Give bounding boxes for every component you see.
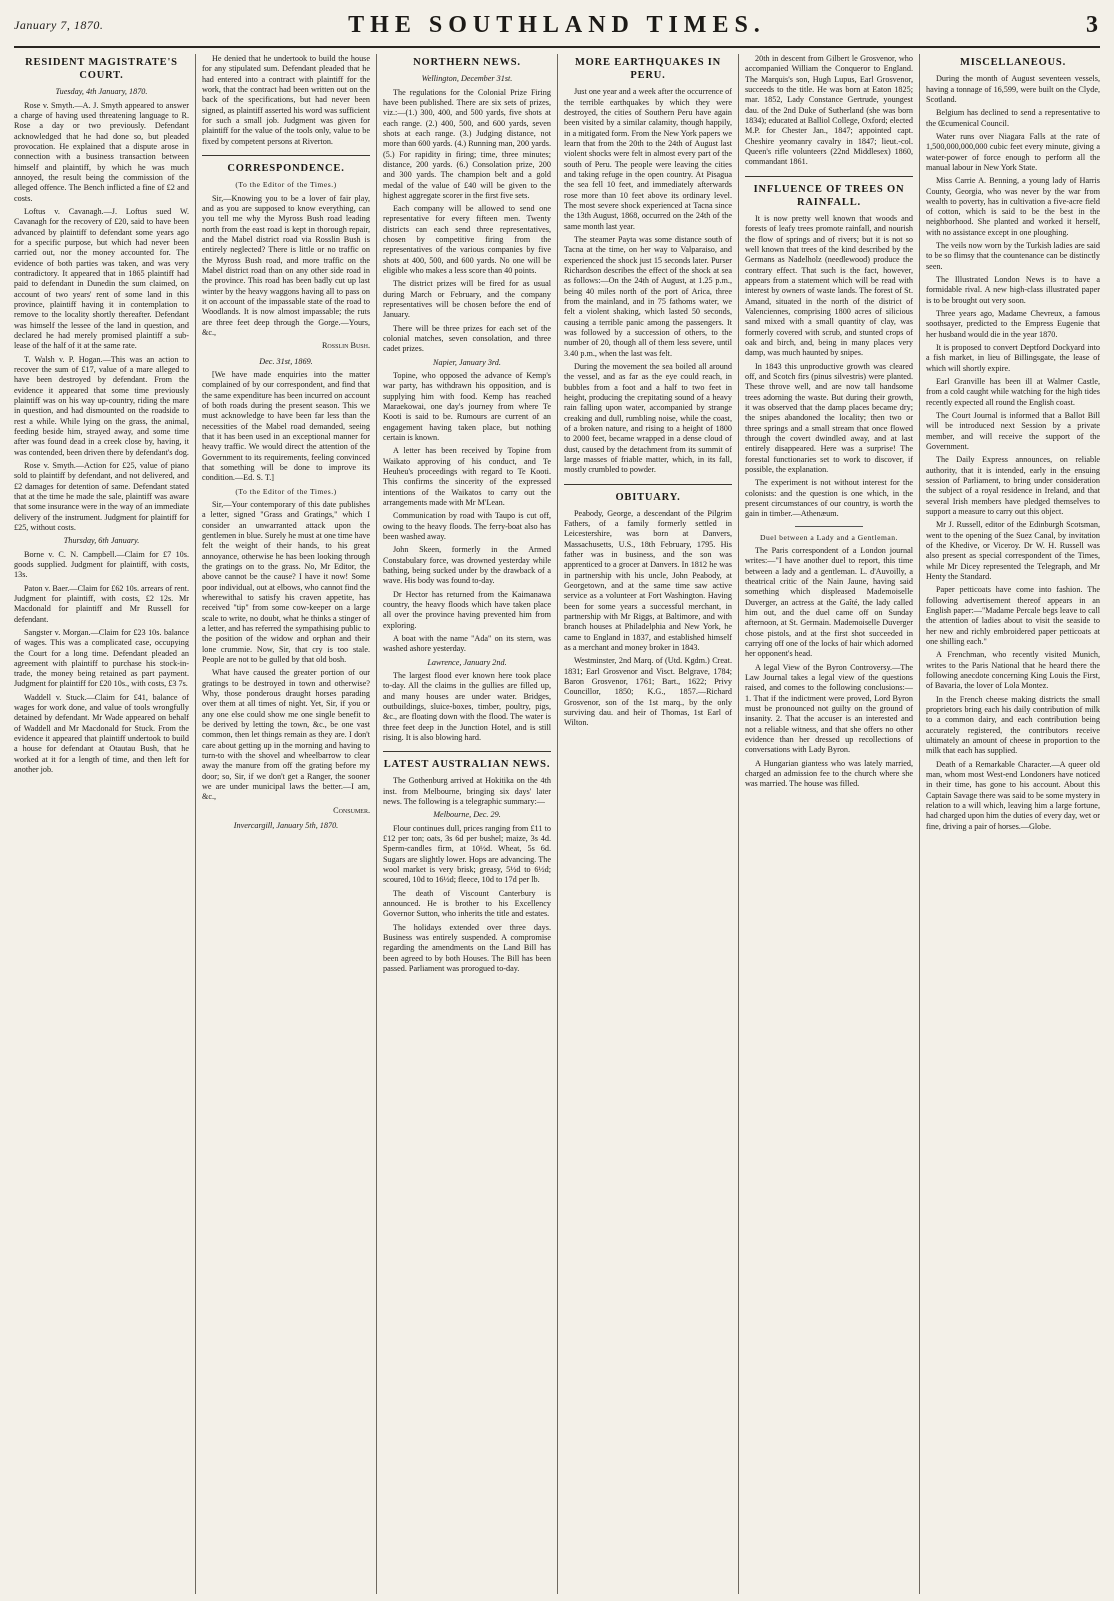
article-paragraph: Borne v. C. N. Campbell.—Claim for £7 10s. goods supplied. Judgment for plaintiff, with costs, 13s. [14,549,189,580]
article-paragraph: In 1843 this unproductive growth was cleared off, and Scotch firs (pinus silvestris) were planted. These throve well, and are now tall handsome trees adorning the waste. But during their growth, it was observed that the damp places became dry; the snipes abandoned the locality; then two or three springs and a small stream that once flowed through the covert dwindled away, and at last entirely disappeared. Here was a surprise! The forestal functionaries set to work to discover, if possible, the explanation. [745,361,913,474]
news-item: Three years ago, Madame Chevreux, a famous soothsayer, predicted to the Empress Eugenie that her husband would die in the year 1870. [926,309,1100,339]
article-paragraph: The Gothenburg arrived at Hokitika on the 4th inst. from Melbourne, bringing six days' later news. The following is a telegraphic summary:— [383,776,551,807]
subhead: (To the Editor of the Times.) [235,180,337,190]
article-paragraph: Paton v. Baer.—Claim for £62 10s. arrears of rent. Judgment for plaintiff, with costs, £2 12s. Mr Macdonald for plaintiff and Mr Russell for defendant. [14,583,189,624]
news-item: The Daily Express announces, on reliable authority, that it is intended, early in the ensuing session of Parliament, to bring under consideration the subject of a royal residence in Ireland, and that several Irish members have pledged themselves to support a measure to carry out this object. [926,455,1100,517]
article-paragraph: Waddell v. Stuck.—Claim for £41, balance of wages for work done, and value of tools wrongfully detained by defendant. Mr Wade appeared on behalf of Waddell and Mr Macdonald for Stuck. From the evidence it appeared that plaintiff undertook to build a house for defendant at Otautau Bush, that he worked at it for a length of time, and then left for another job. [14,692,189,775]
dateline: Invercargill, January 5th, 1870. [233,821,339,830]
section-heading: OBITUARY. [564,484,732,504]
section-heading: RESIDENT MAGISTRATE'S COURT. [25,57,178,82]
section-heading: INFLUENCE OF TREES ON RAINFALL. [745,176,913,209]
dateline: Napier, January 3rd. [433,357,501,367]
news-item: A Frenchman, who recently visited Munich, writes to the Paris National that he heard there the following anecdote concerning King Louis the First, of Bavaria, the lover of Lola Montez. [926,650,1100,691]
news-item: The Court Journal is informed that a Ballot Bill will be introduced next Session by a private member, and will receive the support of the Government. [926,411,1100,452]
letter-paragraph: What have caused the greater portion of our gratings to be destroyed in town and otherwise? Why, those ponderous draught horses parading over them at all times of night. Yet, Sir, if you or any one else could show me one single benefit to be derived by letting the town, &c., be one vast common, then let things remain as they are. I don't care about getting up in the morning and having to turn-to with the shovel and wheelbarrow to clear away the manure from off the grating before my door; so, Sir, if we don't get a Ranger, the sooner we are under municipal laws the better.—I am, &c., [202,668,370,802]
news-item: It is proposed to convert Deptford Dockyard into a fish market, in lieu of Billingsgate, the lease of which will shortly expire. [926,343,1100,373]
section-heading: CORRESPONDENCE. [202,155,370,175]
article-paragraph: The holidays extended over three days. Business was entirely suspended. A compromise regarding the amendments on the Land Bill has been agreed to by both Houses. The Bill has been passed. Parliament was prorogued to-day. [383,922,551,974]
column-1 [14,54,195,1594]
column-5 [738,54,919,1594]
divider [795,526,862,527]
dateline: Lawrence, January 2nd. [427,657,507,667]
article-paragraph: Flour continues dull, prices ranging from £11 to £12 per ton; oats, 3s 6d per bushel; maize, 3s 4d. Sperm-candles firm, at 10½d. Wheat, 5s 6d. Sugars are slightly lower. Hops are advancing. The wool market is very brisk; greasy, 5½d to 6½d; scoured, 10d to 16½d; fleece, 10d to 17d per lb. [383,823,551,885]
article-paragraph: A letter has been received by Topine from Waikato approving of his conduct, and Te Heuheu's proceedings with regard to Te Kooti. This confirms the sincerity of the expressed intentions of the Waikatos to carry out the arrangements made with Mr M'Lean. [383,446,551,508]
article-paragraph: Sangster v. Morgan.—Claim for £23 10s. balance of wages. This was a complicated case, occupying the Court for a long time. Defendant pleaded an agreement with plaintiff to purchase his stock-in-trade, the money being retained as part payment. Judgment for plaintiff for £20 10s., with costs, £3 7s. [14,627,189,689]
column-3 [376,54,557,1594]
editor-note: [We have made enquiries into the matter complained of by our correspondent, and find that the same expenditure has been incurred on account of both roads during the present season. This we must acknowledge to have been far less than the necessities of the Mabel road demanded, seeing that it has been used in an exceptional manner for heavy traffic. We would direct the attention of the Government to its requirements, feeling convinced that something will be done to improve its condition.—Ed. S. T.] [202,369,370,483]
article-paragraph: A boat with the name "Ada" on its stern, was washed ashore yesterday. [383,633,551,654]
news-item: During the month of August seventeen vessels, having a tonnage of 16,599, were built on the Clyde, Scotland. [926,74,1100,104]
subhead: Duel between a Lady and a Gentleman. [760,532,898,542]
news-item: The veils now worn by the Turkish ladies are said to be so flimsy that the countenance can be distinctly seen. [926,241,1100,271]
section-heading: MISCELLANEOUS. [959,57,1066,68]
subhead: (To the Editor of the Times.) [235,486,337,496]
article-paragraph: A legal View of the Byron Controversy.—The Law Journal takes a legal view of the questions raised, and comes to the following conclusions:—1. That if the indictment were proved, Lord Byron must be pronounced not guilty on the ground of insanity. 2. That the accuser is an interested and not a reliable witness, and that she offers no other evidence than her dressed up recollections of conversations with Lady Byron. [745,662,913,755]
article-paragraph: The experiment is not without interest for the colonists: and the question is one which, in the present circumstances of our country, is worth the gain in timber.—Athenæum. [745,478,913,519]
column-2 [195,54,376,1594]
signature: Rosslin Bush. [321,341,370,351]
section-heading: LATEST AUSTRALIAN NEWS. [383,751,551,771]
letter-paragraph: Sir,—Your contemporary of this date publishes a letter, signed "Grass and Gratings," which I consider an unwarranted attack upon the gentlemen in blue. Surely he must at one time have felt the weight of their hands, to his great annoyance, otherwise he has been looking through the gratings on to the grass. No, Mr Editor, the above cannot be the cause? I have it now! Some poor individual, out at elbows, who cannot find the wherewithal to satisfy his craven appetite, has received "tip" from some cow-keeper on a large scale to write, no doubt, what he thinks a stinger of a letter, and has referred the sympathising public to the position of the widow and orphan and their lone crummie. Now, Sir, that cry is too stale. People are not to be gulled by that old bosh. [202,500,370,665]
news-item: Death of a Remarkable Character.—A queer old man, whom most West-end Londoners have noticed in their time, has gone to his account. About this Captain Savage there was said to be some mystery in relation to a will which, leaving him a large fortune, had charged upon him the duties of every day, wet or fine, driving a pair of horses.—Globe. [926,759,1100,831]
article-paragraph: The largest flood ever known here took place to-day. All the claims in the gullies are filled up, and many houses are under water. Bridges, outbuildings, sluice-boxes, timber, poultry, pigs, &c., are floating down with the flood. The water is three feet deep in the Junction Hotel, and is still rising. It is also blowing hard. [383,670,551,742]
section-heading: NORTHERN NEWS. [413,57,521,68]
article-paragraph: There will be three prizes for each set of the colonial matches, seven consolation, and three cadet prizes. [383,323,551,354]
dateline: Tuesday, 4th January, 1870. [55,87,148,97]
news-item: Paper petticoats have come into fashion. The following advertisement thereof appears in an English paper:—"Madame Percale begs leave to call the attention of ladies about to visit the seaside to her new and richly embroidered paper petticoats at one shilling each." [926,585,1100,646]
article-paragraph: Dr Hector has returned from the Kaimanawa country, the heavy floods which have taken place all over the province having prevented him from exploring. [383,589,551,630]
article-paragraph: The steamer Payta was some distance south of Tacna at the time, on her way to Valparaiso, and experienced the shock just 15 seconds later. Purser Richardson describes the effect of the shock at sea as follows:—On the 24th of August, at 1.25 p.m., being 40 miles north of the port of Arica, three from the mainland, and in 75 fathoms water, we felt a violent shaking, which lasted 50 seconds, causing a terrible panic among the passengers. It was followed by a succession of others, to the number of 20, though all of them less severe, until 3.40 p.m., when the last was felt. [564,235,732,358]
article-paragraph: Communication by road with Taupo is cut off, owing to the heavy floods. The ferry-boat also has been washed away. [383,511,551,541]
column-4 [557,54,738,1594]
news-item: In the French cheese making districts the small proprietors bring each his daily contribution of milk to a common dairy, and each contribution being accurately registered, the contributors receive ultimately an amount of cheese in proportion to the milk that each has supplied. [926,694,1100,756]
page-number: 3 [1086,12,1098,38]
article-paragraph: Topine, who opposed the advance of Kemp's war party, has withdrawn his opposition, and is supplying him with food. Kemp has reached Maraekowai, one day's journey from where Te Kooti is said to be. Rumours are current of an engagement having taken place, but nothing certain is known. [383,371,551,443]
article-paragraph: T. Walsh v. P. Hogan.—This was an action to recover the sum of £17, value of a mare alleged to have been destroyed by defendant. From the evidence it appeared that some time previously plaintiff was on his way up-country, riding the mare in question, and had dismounted on the roadside to rest a while. While lying on the grass, the animal, feeding beside him, strayed away, and some time after was found dead in a creek close by, having, it was contended, been driven there by defendant's dog. [14,354,189,457]
article-paragraph: John Skeen, formerly in the Armed Constabulary force, was drowned yesterday while bathing, being sucked under by the drawback of a wave. His body was found to-day. [383,545,551,586]
dateline: Dec. 31st, 1869. [259,356,313,366]
article-paragraph: The death of Viscount Canterbury is announced. He is brother to his Excellency Governor Sutton, who inherits the title and estates. [383,888,551,919]
news-item: The Illustrated London News is to have a formidable rival. A new high-class illustrated paper is to be brought out very soon. [926,275,1100,305]
news-item: Mr J. Russell, editor of the Edinburgh Scotsman, went to the opening of the Suez Canal, by invitation of the Khedive, or Viceroy. Dr W. H. Russell was also present as special correspondent of the Times, while Mr Dicey represented the Telegraph, and Mr Henty the Standard. [926,520,1100,581]
news-item: Water runs over Niagara Falls at the rate of 1,500,000,000,000 cubic feet every minute, giving a water-power of force enough to perform all the manual labour in New York State. [926,131,1100,172]
masthead [14,8,1100,48]
column-6 [919,54,1100,1594]
article-paragraph: Loftus v. Cavanagh.—J. Loftus sued W. Cavanagh for the recovery of £20, said to have been advanced by plaintiff to defendant some years ago for a specific purpose, but which had never been carried out, nor the money accounted for. The evidence of both parties was taken, and was very contradictory. It appeared that in 1865 plaintiff had paid to defendant in Dunedin the sum claimed, on account of two years' rent of some land in this province, plaintiff having it in contemplation to remove to the locality shortly thereafter. Defendant was himself the lessee of the land in question, and declared he had merely promised plaintiff a sub-lease of the half of it at the same rate. [14,207,189,351]
issue-date: January 7, 1870. [14,18,104,32]
newspaper-title: THE SOUTHLAND TIMES. [348,12,766,38]
letter-paragraph: Sir,—Knowing you to be a lover of fair play, and as you are supposed to know everything, can you tell me why the Myross Bush road leading north from the east road is kept in thorough repair, and the Mabel district road via Rosslin Bush is entirely neglected? There is little or no traffic on the Myross Bush road, and more traffic on the Mabel district road than on any other side road in the province. This road has been badly cut up last winter by the heavy waggons having all to pass on it on account of the impassable state of the road to Woodlands. It is now almost impassable; the ruts are three feet deep through the Gorge.—Yours, &c., [202,193,370,337]
news-item: Earl Granville has been ill at Walmer Castle, from a cold caught while watching for the high tides recently expected all round the English coast. [926,377,1100,407]
signature: Consumer. [333,805,370,815]
article-paragraph: It is now pretty well known that woods and forests of leafy trees promote rainfall, and nourish the flow of springs and of rivers; but it is not so well known that trees of the kind described by the Germans as Nadelholz (needlewood) produce the contrary effect. That such is the fact, however, appears from a statement which will be read with interest by owners of waste lands. The forest of St. Amand, situated in the north of the district of Valenciennes, comprising 1800 acres of silicious sand mixed with a small quantity of clay, was formerly covered with scrub, and stunted crops of oak and birch, and, being in many places very damp, was much haunted by snipes. [745,214,913,358]
article-paragraph: Rose v. Smyth.—Action for £25, value of piano sold to plaintiff by defendant, and not delivered, and £2 damages for detention of same. Defendant stated that at the time he made the sale, plaintiff was aware that some insurance were in the way of an immediate delivery of the instrument. Judgment for plaintiff for £25, without costs. [14,460,189,532]
article-paragraph: Just one year and a week after the occurrence of the terrible earthquakes by which they were destroyed, the cities of Southern Peru have again been visited by a similar calamity, though happily, in a mitigated form. From the New York papers we learn that from the 20th to the 24th of August last violent shocks were felt in almost every part of the south of Peru. The people were leaving the cities and taking refuge in the open country. At Pisagua the sea fell 10 feet, and immediately afterwards rose more than 10 feet above its ordinary level. The most severe shock experienced at Tacna since the 13th August, 1868, occurred on the 24th of the same month last year. [564,87,732,231]
article-paragraph: Rose v. Smyth.—A. J. Smyth appeared to answer a charge of having used threatening language to R. Rose a day or two previously. Defendant acknowledged that he had done so, but pleaded provocation. He explained that a dispute arose in connection with a business transaction between himself and plaintiff, by which he was much annoyed, the result being the commission of the alleged offence. The Bench inflicted a fine of £2 and costs. [14,100,189,203]
dateline: Thursday, 6th January. [63,536,140,546]
article-paragraph: Peabody, George, a descendant of the Pilgrim Fathers, of a family formerly settled in Leicestershire, was born at Danvers, Massachusetts, U.S., 18th February, 1795. His father was in business, and the son was apprenticed to a grocer at Danvers. In 1812 he was in partnership with his uncle, John Peabody, at Georgetown, and at the same time saw active service as a volunteer at Fort Washington. Having been for some years a successful merchant, in partnership with Mr Riggs, at Baltimore, and with branch houses at Philadelphia and New York, he came to England in 1837, and established himself as a merchant and money broker in 1843. [564,508,732,653]
article-paragraph: He denied that he undertook to build the house for any stipulated sum. Defendant pleaded that he had entered into a contract with plaintiff for the work, that the contract had been written out on the back of the specifications, but had never been signed, as plaintiff asserted his word was sufficient for such a small job. Judgment was given for plaintiff for the value of the tools only, value to be fixed by competent persons at Riverton. [202,54,370,146]
article-paragraph: Each company will be allowed to send one representative for every fifteen men. Twenty districts can each send three representatives, chosen by competitive firing from the representatives of the various companies by five shots at 400, 500, and 600 yards. No one will be eligible who makes a less score than 40 points. [383,204,551,276]
news-item: Belgium has declined to send a representative to the Œcumenical Council. [926,108,1100,128]
columns [14,54,1100,1594]
article-paragraph: A Hungarian giantess who was lately married, charged an admission fee to the church where she was married. The house was filled. [745,758,913,789]
dateline: Wellington, December 31st. [421,74,513,84]
article-paragraph: Westminster, 2nd Marq. of (Utd. Kgdm.) Creat. 1831; Earl Grosvenor and Visct. Belgrave, 1784; Baron Grosvenor, 1761; Bart., 1622; Privy Councillor, 1850; K.G., 1857.—Richard Grosvenor, son of the 1st marq., by the only surviving dau. and heir of Thomas, 1st Earl of Wilton. [564,656,732,728]
article-paragraph: 20th in descent from Gilbert le Grosvenor, who accompanied William the Conqueror to England. The Marquis's son, Hugh Lupus, Earl Grosvenor, succeeds to the title. He was born at Eaton 1825; mar. 1852, Lady Constance Gertrude, youngest dau. of the 2nd Duke of Sutherland (she was born 1834); educated at Balliol College, Oxford; elected M.P. for Chester Jan., 1847; appointed capt. Cheshire yeomanry cavalry in 1847; lieut.-col. Queen's rifle volunteers (22nd Middlesex) 1860, commandant 1861. [745,54,913,167]
news-item: Miss Carrie A. Benning, a young lady of Harris County, Georgia, who was never by the war from wealth to poverty, has in cultivation a five-acre field of cotton, which is said to be the best in the neighborhood. She planted and worked it herself, with no assistance except in one ploughing. [926,176,1100,237]
article-paragraph: During the movement the sea boiled all around the vessel, and as far as the eye could reach, in bubbles from a foot and a half to two feet in height, producing the crepitating sound of a heavy rain falling upon water, accompanied by strange creaking and dull, rumbling noise, while the coast, of a broken nature, and rising to a height of 1800 to 2000 feet, became wrapped in a dense cloud of dust, caused by the detachment from its summit of large masses of friable matter, which, in its fall, mostly crumbled to powder. [564,361,732,475]
article-paragraph: The regulations for the Colonial Prize Firing have been published. There are six sets of prizes, viz.:—(1.) 300, 400, and 500 yards, five shots at each range. (2.) 400, 500, and 600 yards, seven shots at each range. (3.) Judging distance, not more than 600 yards. (4.) Running man, 200 yards. (5.) For rapidity in firing; time, three minutes; distance, 200 yards. (6.) Consolation prize, 200 and 300 yards. The champion belt and a gold medal of the value of £40 will be given to the highest aggregate scorer in the first five sets. [383,87,551,200]
dateline: Melbourne, Dec. 29. [433,810,501,820]
article-paragraph: The district prizes will be fired for as usual during March or February, and the company representatives will be chosen before the end of January. [383,279,551,320]
section-heading: MORE EARTHQUAKES IN PERU. [574,57,722,82]
article-paragraph: The Paris correspondent of a London journal writes:—"I have another duel to report, this time between a lady and a gentleman. L. d'Auvoilly, a theatrical critic of the Nain Jaune, having said something which displeased Mademoiselle Duverger, an actress at the Gaîté, the lady called him out, and the duel came off on Sunday afternoon, at St. Germain. Mademoiselle Duverger chose pistols, and at the first shot succeeded in carrying off one of the locks of hair which adorned her opponent's head. [745,546,913,659]
